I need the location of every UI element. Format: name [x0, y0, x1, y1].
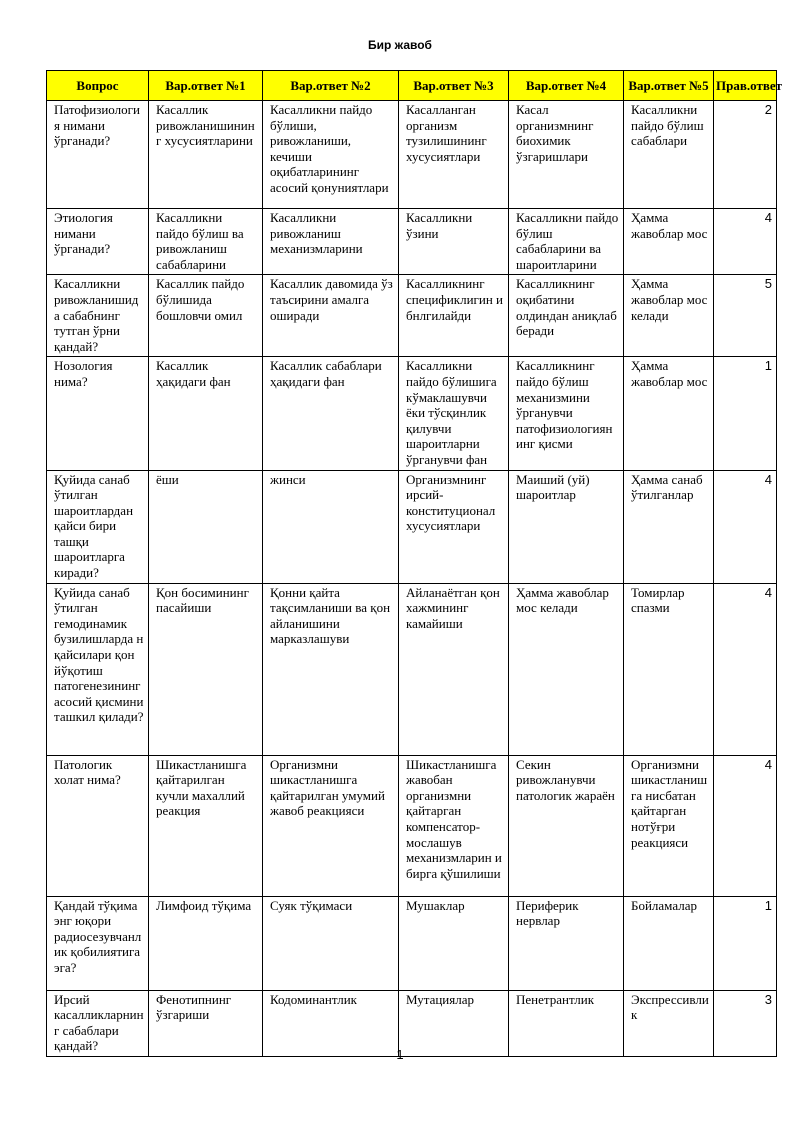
variant-4-cell: Пенетрантлик	[509, 990, 624, 1056]
question-cell: Ирсий касалликларнинг сабаблари қандай?	[47, 990, 149, 1056]
variant-4-cell: Касалликнинг пайдо бўлиш механизмини ўрганувчи патофизиологиянинг қисми	[509, 357, 624, 470]
correct-answer-cell: 4	[714, 583, 777, 755]
variant-5-cell: Бойламалар	[624, 896, 714, 990]
variant-4-cell: Касалликнинг оқибатини олдиндан аниқлаб беради	[509, 275, 624, 357]
correct-answer-cell: 4	[714, 470, 777, 583]
variant-1-cell: Касаллик пайдо бўлишида бошловчи омил	[149, 275, 263, 357]
table-row	[47, 275, 777, 357]
table-header-row	[47, 71, 777, 101]
correct-answer-cell: 2	[714, 101, 777, 209]
question-cell: Патофизиология нимани ўрганади?	[47, 101, 149, 209]
variant-2-cell: Суяк тўқимаси	[263, 896, 399, 990]
correct-answer-cell: 4	[714, 755, 777, 896]
variant-4-cell: Касалликни пайдо бўлиш сабабларини ва шароитларини	[509, 209, 624, 275]
correct-answer-cell: 1	[714, 896, 777, 990]
variant-2-cell: Касалликни ривожланиш механизмларини	[263, 209, 399, 275]
variant-3-cell: Айланаётган қон хажмининг камайиши	[399, 583, 509, 755]
variant-2-cell: Касаллик давомида ўз таъсирини амалга оширади	[263, 275, 399, 357]
variant-5-cell: Ҳамма жавоблар мос келади	[624, 275, 714, 357]
variant-3-cell: Касалликни ўзини	[399, 209, 509, 275]
header-question: Вопрос	[47, 71, 149, 101]
question-cell: Қандай тўқима энг юқори радиосезувчанлик қобилиятига эга?	[47, 896, 149, 990]
variant-5-cell: Экспрессивлик	[624, 990, 714, 1056]
page-number: 1	[396, 1047, 404, 1062]
question-cell: Қуйида санаб ўтилган гемодинамик бузилишларда н қайсилари қон йўқотиш патогенезининг асосий қисмини ташкил қилади?	[47, 583, 149, 755]
table-row	[47, 755, 777, 896]
table-row	[47, 896, 777, 990]
variant-1-cell: ёши	[149, 470, 263, 583]
variant-4-cell: Маиший (уй) шароитлар	[509, 470, 624, 583]
variant-1-cell: Касаллик ривожланишининг хусусиятларини	[149, 101, 263, 209]
variant-5-cell: Ҳамма санаб ўтилганлар	[624, 470, 714, 583]
variant-4-cell: Периферик нервлар	[509, 896, 624, 990]
question-cell: Патологик холат нима?	[47, 755, 149, 896]
variant-1-cell: Лимфоид тўқима	[149, 896, 263, 990]
quiz-table	[46, 70, 783, 1057]
question-cell: Қуйида санаб ўтилган шароитлардан қайси бири ташқи шароитларга киради?	[47, 470, 149, 583]
table-row	[47, 209, 777, 275]
correct-answer-cell: 5	[714, 275, 777, 357]
header-variant-3: Вар.ответ №3	[399, 71, 509, 101]
variant-2-cell: Касалликни пайдо бўлиши, ривожланиши, кечиши оқибатларининг асосий қонуниятлари	[263, 101, 399, 209]
variant-1-cell: Шикастланишга қайтарилган кучли махаллий реакция	[149, 755, 263, 896]
correct-answer-cell: 4	[714, 209, 777, 275]
variant-2-cell: жинси	[263, 470, 399, 583]
table-row	[47, 357, 777, 470]
page-title: Бир жавоб	[368, 38, 432, 52]
variant-3-cell: Мушаклар	[399, 896, 509, 990]
variant-5-cell: Томирлар спазми	[624, 583, 714, 755]
variant-4-cell: Ҳамма жавоблар мос келади	[509, 583, 624, 755]
correct-answer-cell: 3	[714, 990, 777, 1056]
variant-1-cell: Қон босимининг пасайиши	[149, 583, 263, 755]
correct-answer-cell: 1	[714, 357, 777, 470]
variant-2-cell: Касаллик сабаблари ҳақидаги фан	[263, 357, 399, 470]
table-row	[47, 583, 777, 755]
header-variant-4: Вар.ответ №4	[509, 71, 624, 101]
table-row	[47, 470, 777, 583]
variant-5-cell: Ҳамма жавоблар мос	[624, 209, 714, 275]
variant-1-cell: Касаллик ҳақидаги фан	[149, 357, 263, 470]
variant-1-cell: Фенотипнинг ўзгариши	[149, 990, 263, 1056]
header-variant-2: Вар.ответ №2	[263, 71, 399, 101]
variant-3-cell: Касалланган организм тузилишининг хусусиятлари	[399, 101, 509, 209]
variant-3-cell: Шикастланишга жавобан организмни қайтарган компенсатор-мослашув механизмларин и бирга қўшилиши	[399, 755, 509, 896]
variant-4-cell: Секин ривожланувчи патологик жараён	[509, 755, 624, 896]
question-cell: Этиология нимани ўрганади?	[47, 209, 149, 275]
variant-5-cell: Касалликни пайдо бўлиш сабаблари	[624, 101, 714, 209]
header-variant-1: Вар.ответ №1	[149, 71, 263, 101]
variant-2-cell: Организмни шикастланишга қайтарилган умумий жавоб реакцияси	[263, 755, 399, 896]
variant-1-cell: Касалликни пайдо бўлиш ва ривожланиш сабабларини	[149, 209, 263, 275]
variant-2-cell: Қонни қайта тақсимланиши ва қон айланишини марказлашуви	[263, 583, 399, 755]
variant-3-cell: Касалликнинг спецификлигин и бнлгилайди	[399, 275, 509, 357]
variant-3-cell: Касалликни пайдо бўлишига кўмаклашувчи ёки тўсқинлик қилувчи шароитларни ўрганувчи фан	[399, 357, 509, 470]
header-variant-5: Вар.ответ №5	[624, 71, 714, 101]
variant-3-cell: Мутациялар	[399, 990, 509, 1056]
variant-5-cell: Ҳамма жавоблар мос	[624, 357, 714, 470]
variant-4-cell: Касал организмнинг биохимик ўзгаришлари	[509, 101, 624, 209]
variant-2-cell: Кодоминантлик	[263, 990, 399, 1056]
variant-5-cell: Организмни шикастланишга нисбатан қайтарган нотўғри реакцияси	[624, 755, 714, 896]
question-cell: Касалликни ривожланишида сабабнинг тутган ўрни қандай?	[47, 275, 149, 357]
header-correct-answer: Прав.ответ	[714, 71, 777, 101]
question-cell: Нозология нима?	[47, 357, 149, 470]
variant-3-cell: Организмнинг ирсий-конституционал хусусиятлари	[399, 470, 509, 583]
table-row	[47, 101, 777, 209]
